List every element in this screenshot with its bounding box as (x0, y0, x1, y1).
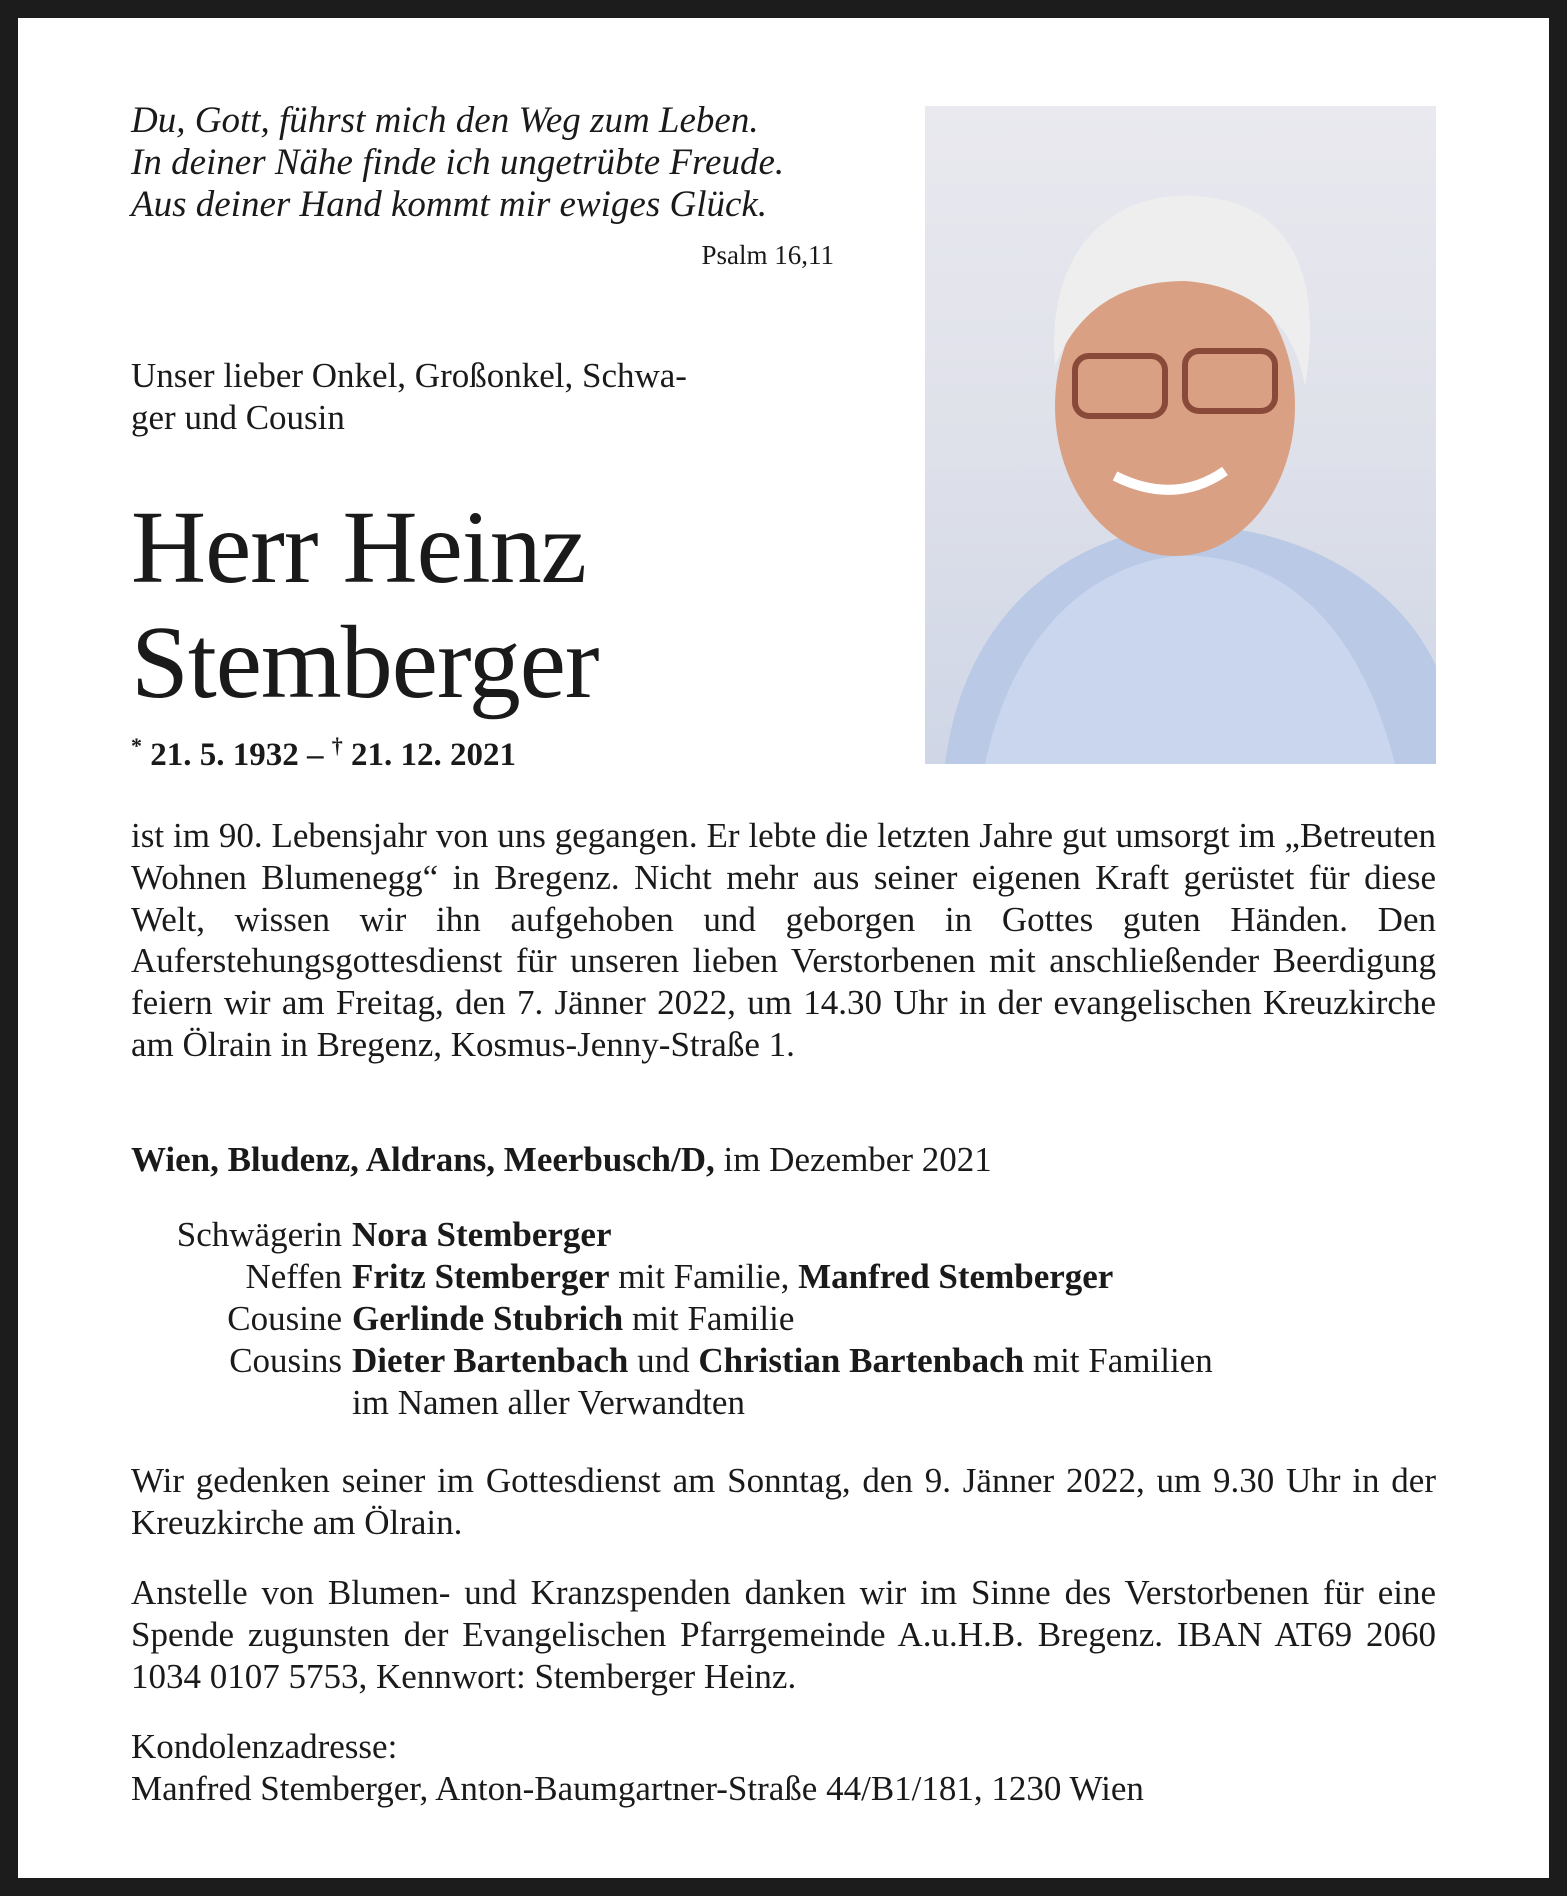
psalm-quote (131, 100, 784, 226)
birth-symbol: * (131, 733, 142, 758)
quote-line: Du, Gott, führst mich den Weg zum Leben. (131, 100, 759, 141)
name-line: Stemberger (131, 605, 599, 720)
memorial-service-text: Wir gedenken seiner im Gottesdienst am Sonntag, den 9. Jänner 2022, um 9.30 Uhr in der Kreuzkirche am Ölrain. (131, 1461, 1436, 1542)
announcement-text: ist im 90. Lebensjahr von uns gegangen. Er lebte die letzten Jahre gut umsorgt im „Betreuten Wohnen Blumenegg“ in Bregenz. Nicht mehr aus seiner eigenen Kraft gerüstet für diese Welt, wissen wir ihn aufgehoben und geborgen in Gottes guten Händen. Den Auferstehungsgottesdienst für unseren lieben Verstorbenen mit anschließender Beerdigung feiern wir am Freitag, den 7. Jänner 2022, um 14.30 Uhr in der evangelischen Kreuzkirche am Ölrain in Bregenz, Kosmus-Jenny-Straße 1. (131, 816, 1436, 1064)
relative-note: im Namen aller Verwandten (352, 1383, 745, 1422)
relative-names (352, 1256, 1113, 1298)
intro-line: ger und Cousin (131, 398, 345, 437)
places-line (131, 1140, 992, 1180)
relative-note: mit Familie, (609, 1257, 799, 1296)
donation-text: Anstelle von Blumen- und Kranzspenden danken wir im Sinne des Verstorbenen für eine Spende zugunsten der Evangelischen Pfarrgemeinde A.u.H.B. Bregenz. IBAN AT69 2060 1034 0107 5753, Kennwort: Stemberger Heinz. (131, 1573, 1436, 1696)
intro-text (131, 355, 831, 439)
relation-label (131, 1382, 352, 1424)
condolence-address-text: Manfred Stemberger, Anton-Baumgartner-Straße 44/B1/181, 1230 Wien (131, 1769, 1144, 1808)
relative-names (352, 1298, 794, 1340)
quote-line: In deiner Nähe finde ich ungetrübte Freude. (131, 142, 785, 183)
relation-label: Cousins (229, 1341, 342, 1380)
relative-row (131, 1298, 1213, 1340)
relative-note: mit Familie (623, 1299, 795, 1338)
relative-row (131, 1340, 1213, 1382)
relative-row (131, 1382, 1213, 1424)
date-dash: – (298, 737, 332, 773)
relatives-list (131, 1214, 1213, 1424)
relative-name: Nora Stemberger (352, 1215, 612, 1254)
relation-label: Schwägerin (176, 1215, 342, 1254)
death-symbol: † (331, 733, 343, 758)
quote-line: Aus deiner Hand kommt mir ewiges Glück. (131, 184, 768, 225)
relative-names (352, 1340, 1213, 1382)
portrait-photo (925, 106, 1436, 764)
condolence-label: Kondolenzadresse: (131, 1727, 398, 1766)
relation-label: Cousine (227, 1299, 342, 1338)
relation-label: Neffen (245, 1257, 342, 1296)
relative-note: und (628, 1341, 699, 1380)
relative-name: Manfred Stemberger (798, 1257, 1114, 1296)
places: Wien, Bludenz, Aldrans, Meerbusch/D, (131, 1140, 715, 1179)
condolence-address (131, 1726, 1144, 1810)
deceased-name (131, 490, 599, 720)
relative-row (131, 1214, 1213, 1256)
intro-line: Unser lieber Onkel, Großonkel, Schwa- (131, 356, 687, 395)
date-line: im Dezember 2021 (714, 1140, 992, 1179)
relative-row (131, 1256, 1213, 1298)
death-date: 21. 12. 2021 (351, 737, 516, 773)
relative-name: Fritz Stemberger (352, 1257, 610, 1296)
relative-note: mit Familien (1024, 1341, 1213, 1380)
birth-date: 21. 5. 1932 (150, 737, 299, 773)
relative-name: Christian Bartenbach (698, 1341, 1025, 1380)
name-line: Herr Heinz (131, 490, 586, 605)
relative-name: Gerlinde Stubrich (352, 1299, 624, 1338)
life-dates (131, 733, 516, 774)
relative-names (352, 1382, 745, 1424)
relative-names (352, 1214, 611, 1256)
quote-source: Psalm 16,11 (701, 240, 834, 270)
relative-name: Dieter Bartenbach (352, 1341, 629, 1380)
